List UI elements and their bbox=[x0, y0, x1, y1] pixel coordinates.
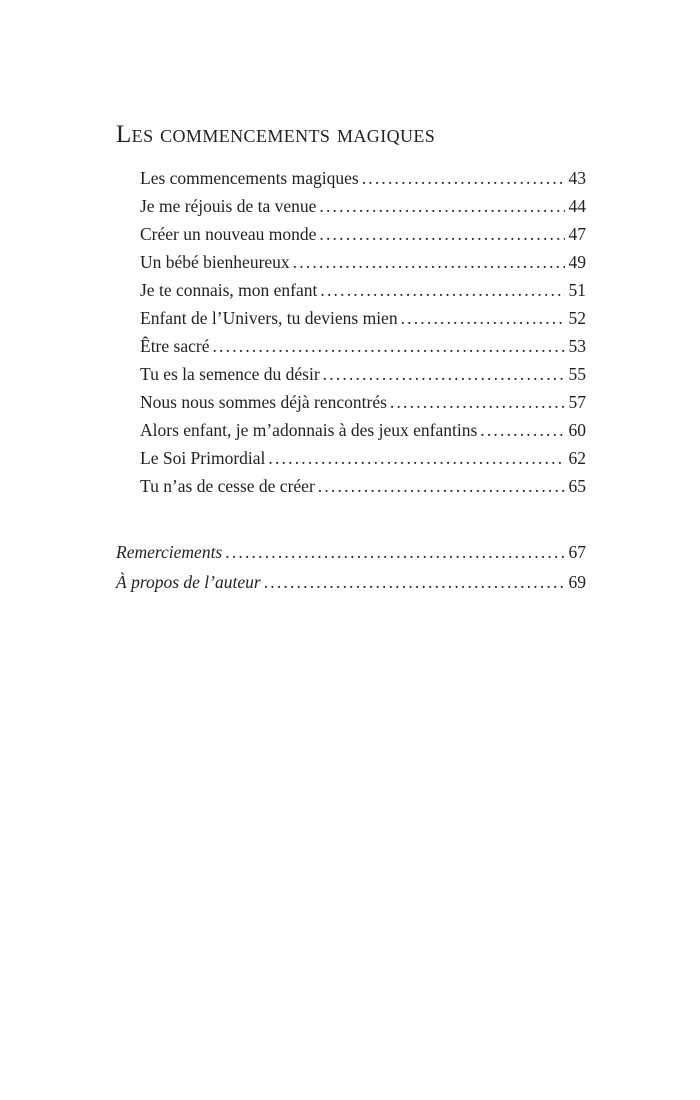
toc-entry-page: 62 bbox=[568, 448, 586, 468]
toc-entry-page: 49 bbox=[568, 252, 586, 272]
toc-entry-title: Remerciements bbox=[116, 542, 223, 562]
toc-entry-page: 44 bbox=[568, 196, 586, 216]
dot-leader bbox=[319, 192, 564, 220]
toc-entry-title: Je me réjouis de ta venue bbox=[140, 196, 317, 216]
toc-entry-title: Être sacré bbox=[140, 336, 210, 356]
toc-entry-page: 69 bbox=[568, 572, 586, 592]
toc-entry-page: 60 bbox=[568, 420, 586, 440]
toc-entry-title: Tu es la semence du désir bbox=[140, 364, 320, 384]
toc-entry-title: Tu n’as de cesse de créer bbox=[140, 476, 315, 496]
toc-entry-page: 52 bbox=[568, 308, 586, 328]
dot-leader bbox=[212, 332, 564, 360]
toc-entry-title: Un bébé bienheureux bbox=[140, 252, 290, 272]
dot-leader bbox=[319, 220, 564, 248]
toc-entry-title: Le Soi Primordial bbox=[140, 448, 266, 468]
toc-entry-title: Nous nous sommes déjà rencontrés bbox=[140, 392, 387, 412]
toc-entry-title: Je te connais, mon enfant bbox=[140, 280, 318, 300]
dot-leader bbox=[401, 304, 565, 332]
dot-leader bbox=[293, 248, 565, 276]
toc-entry[interactable] bbox=[140, 444, 586, 472]
toc-entry-title: Les commencements magiques bbox=[140, 168, 359, 188]
toc-entry-page: 55 bbox=[568, 364, 586, 384]
toc-entry-page: 67 bbox=[568, 542, 586, 562]
dot-leader bbox=[390, 388, 565, 416]
toc-entry-title: À propos de l’auteur bbox=[116, 572, 261, 592]
toc-entry[interactable] bbox=[140, 220, 586, 248]
toc-entry-page: 53 bbox=[568, 336, 586, 356]
toc-entry-acknowledgements[interactable] bbox=[116, 537, 586, 567]
toc-entry[interactable] bbox=[140, 388, 586, 416]
dot-leader bbox=[264, 567, 565, 597]
toc-entry[interactable] bbox=[140, 332, 586, 360]
section-heading: Les commencements magiques bbox=[116, 121, 436, 148]
toc-entry-about-author[interactable] bbox=[116, 567, 586, 597]
dot-leader bbox=[323, 360, 565, 388]
back-matter-list bbox=[116, 537, 586, 597]
toc-entry[interactable] bbox=[140, 360, 586, 388]
toc-entry-title: Créer un nouveau monde bbox=[140, 224, 317, 244]
dot-leader bbox=[268, 444, 564, 472]
toc-entry-title: Enfant de l’Univers, tu deviens mien bbox=[140, 308, 398, 328]
toc-entry[interactable] bbox=[140, 416, 586, 444]
section-entry-list bbox=[140, 164, 586, 500]
toc-entry-page: 65 bbox=[568, 476, 586, 496]
toc-entry-page: 47 bbox=[568, 224, 586, 244]
toc-entry-page: 43 bbox=[568, 168, 586, 188]
toc-entry-page: 51 bbox=[568, 280, 586, 300]
dot-leader bbox=[225, 537, 564, 567]
dot-leader bbox=[480, 416, 564, 444]
toc-entry[interactable] bbox=[140, 164, 586, 192]
toc-entry[interactable] bbox=[140, 304, 586, 332]
dot-leader bbox=[318, 472, 565, 500]
toc-entry-page: 57 bbox=[568, 392, 586, 412]
toc-entry-title: Alors enfant, je m’adonnais à des jeux enfantins bbox=[140, 420, 478, 440]
toc-entry[interactable] bbox=[140, 276, 586, 304]
dot-leader bbox=[362, 164, 565, 192]
toc-entry[interactable] bbox=[140, 248, 586, 276]
dot-leader bbox=[320, 276, 564, 304]
toc-entry[interactable] bbox=[140, 472, 586, 500]
toc-entry[interactable] bbox=[140, 192, 586, 220]
